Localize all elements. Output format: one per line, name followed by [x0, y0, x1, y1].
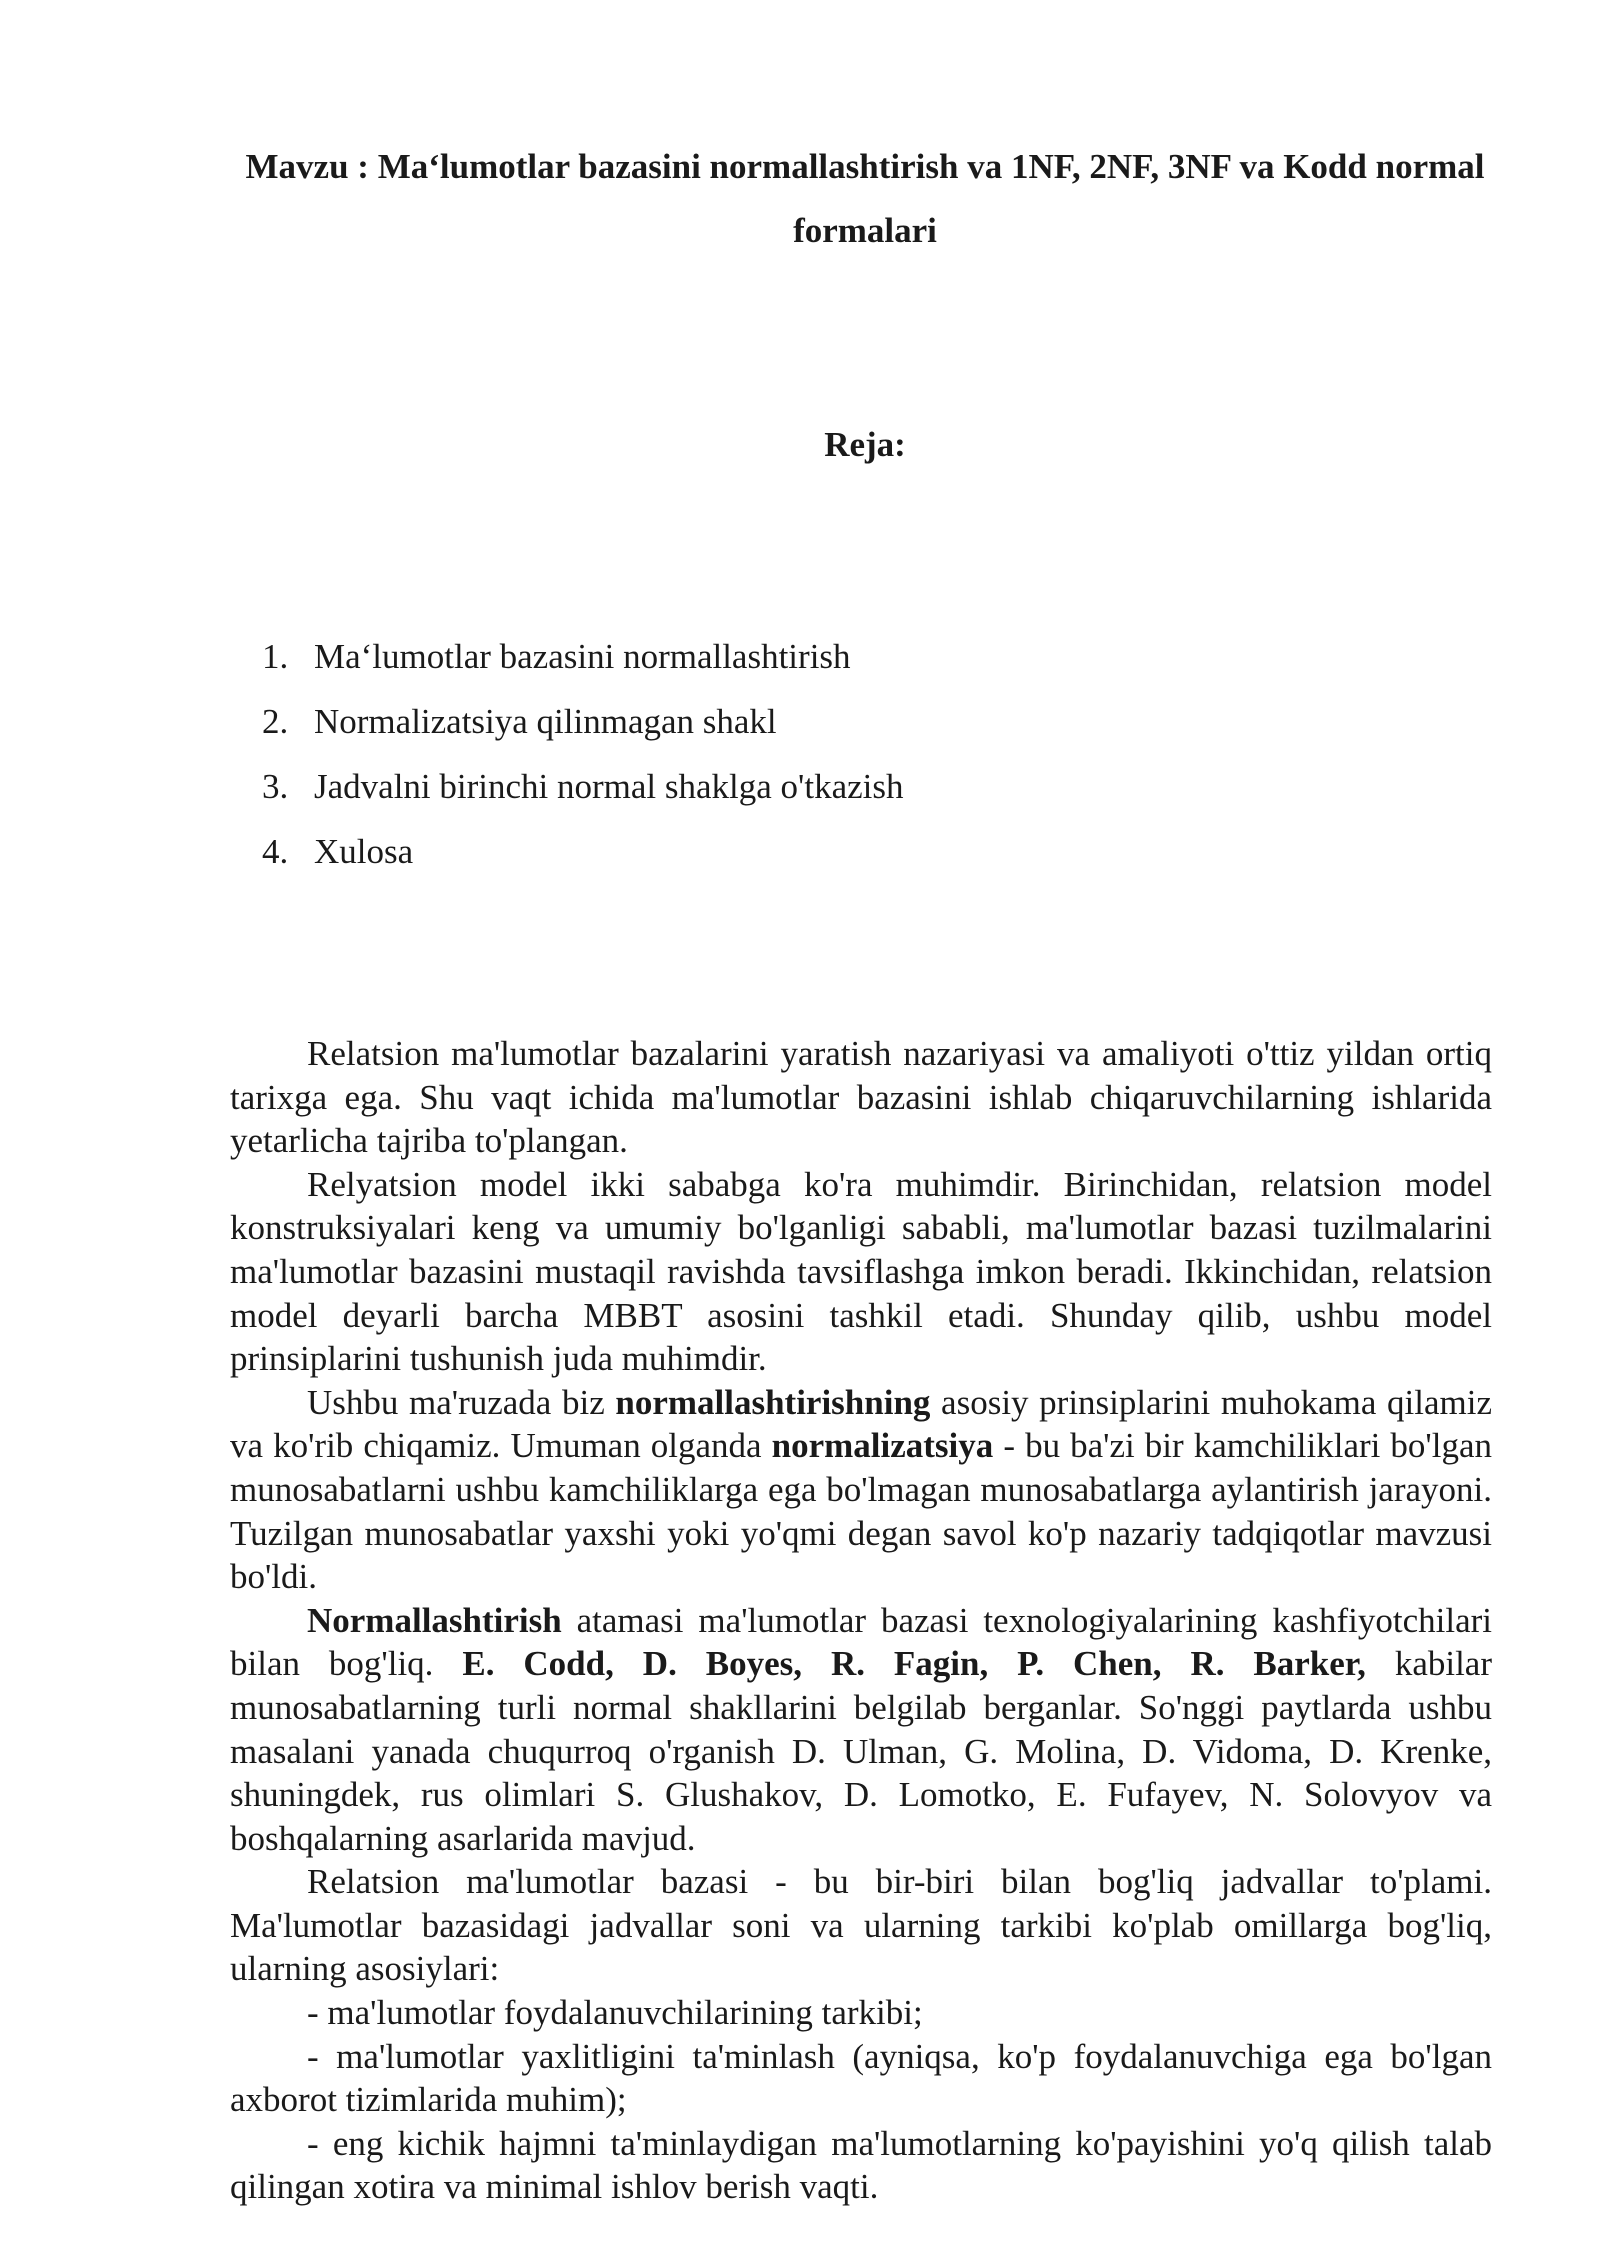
text-run: asosiy prinsiplarini muhokama qilamiz va ko'rib chiqamiz. Umuman olganda — [230, 1382, 1492, 1466]
bold-term: Normallashtirish — [307, 1600, 562, 1640]
plan-item — [262, 825, 904, 890]
bullet-item: - ma'lumotlar foydalanuvchilarining tarkibi; — [307, 1993, 923, 2033]
paragraph-relational-model: Relyatsion model ikki sababga ko'ra muhimdir. Birinchidan, relatsion model konstruksiyalari keng va umumiy bo'lganligi sababli, ma'lumotlar bazasi tuzilmalarini ma'lumotlar bazasini mustaqil ravishda tavsiflashga imkon beradi. Ikkinchidan, relatsion model deyarli barcha MBBT asosini tashkil etadi. Shunday qilib, ushbu model prinsiplarini tushunish juda muhimdir. — [230, 1164, 1492, 1379]
plan-list — [262, 630, 904, 890]
bold-term: normallashtirishning — [615, 1382, 931, 1422]
text-run: kabilar munosabatlarning turli normal shakllarini belgilab berganlar. So'nggi paytlarda ushbu masalani yanada chuqurroq o'rganish D. Ulman, G. Molina, D. Vidoma, D. Krenke, shuningdek, rus olimlari S. Glushakov, D. Lomotko, E. Fufayev, N. Solovyov va boshqalarning asarlarida mavjud. — [230, 1644, 1492, 1858]
plan-item — [262, 695, 904, 760]
plan-item-number: 4. — [262, 832, 289, 871]
bold-term: normalizatsiya — [771, 1426, 994, 1466]
paragraph-relational-db: Relatsion ma'lumotlar bazasi - bu bir-biri bilan bog'liq jadvallar to'plami. Ma'lumotlar bazasidagi jadvallar soni va ularning tarkibi ko'plab omillarga bog'liq, ularning asosiylari: — [230, 1862, 1492, 1989]
plan-item-text: Normalizatsiya qilinmagan shakl — [314, 702, 777, 741]
text-run: Ushbu ma'ruzada biz — [307, 1382, 616, 1422]
plan-item-text: Ma‘lumotlar bazasini normallashtirish — [314, 637, 851, 676]
bullet-item: - eng kichik hajmni ta'minlaydigan ma'lumotlarning ko'payishini yo'q qilish talab qilingan xotira va minimal ishlov berish vaqti. — [230, 2123, 1492, 2207]
plan-item-text: Jadvalni birinchi normal shaklga o'tkazish — [314, 767, 904, 806]
paragraph-normalization — [230, 1381, 1492, 1599]
bullet-item: - ma'lumotlar yaxlitligini ta'minlash (ayniqsa, ko'p foydalanuvchiga ega bo'lgan axborot tizimlarida muhim); — [230, 2036, 1492, 2120]
plan-heading: Reja: — [824, 425, 906, 464]
text-run: - bu ba'zi bir kamchiliklari bo'lgan munosabatlarni ushbu kamchiliklarga ega bo'lmagan munosabatlarga aylantirish jarayoni. Tuzilgan munosabatlar yaxshi yoki yo'qmi degan savol ko'p nazariy tadqiqotlar mavzusi bo'ldi. — [230, 1426, 1492, 1597]
plan-item-number: 3. — [262, 767, 289, 806]
bold-authors: E. Codd, D. Boyes, R. Fagin, P. Chen, R. Barker, — [462, 1644, 1366, 1684]
plan-item — [262, 760, 904, 825]
plan-item-text: Xulosa — [314, 832, 414, 871]
paragraph-intro: Relatsion ma'lumotlar bazalarini yaratish nazariyasi va amaliyoti o'ttiz yildan ortiq tarixga ega. Shu vaqt ichida ma'lumotlar bazasini ishlab chiqaruvchilarning ishlarida yetarlicha tajriba to'plangan. — [230, 1034, 1492, 1161]
paragraph-authors — [230, 1599, 1492, 1861]
document-title: Mavzu : Ma‘lumotlar bazasini normallashtirish va 1NF, 2NF, 3NF va Kodd normal formalari — [245, 147, 1485, 250]
plan-item — [262, 630, 904, 695]
plan-item-number: 2. — [262, 702, 289, 741]
plan-item-number: 1. — [262, 637, 289, 676]
text-run: atamasi ma'lumotlar bazasi texnologiyalarining kashfiyotchilari bilan bog'liq. — [230, 1600, 1492, 1684]
body-text — [230, 1032, 1492, 2209]
